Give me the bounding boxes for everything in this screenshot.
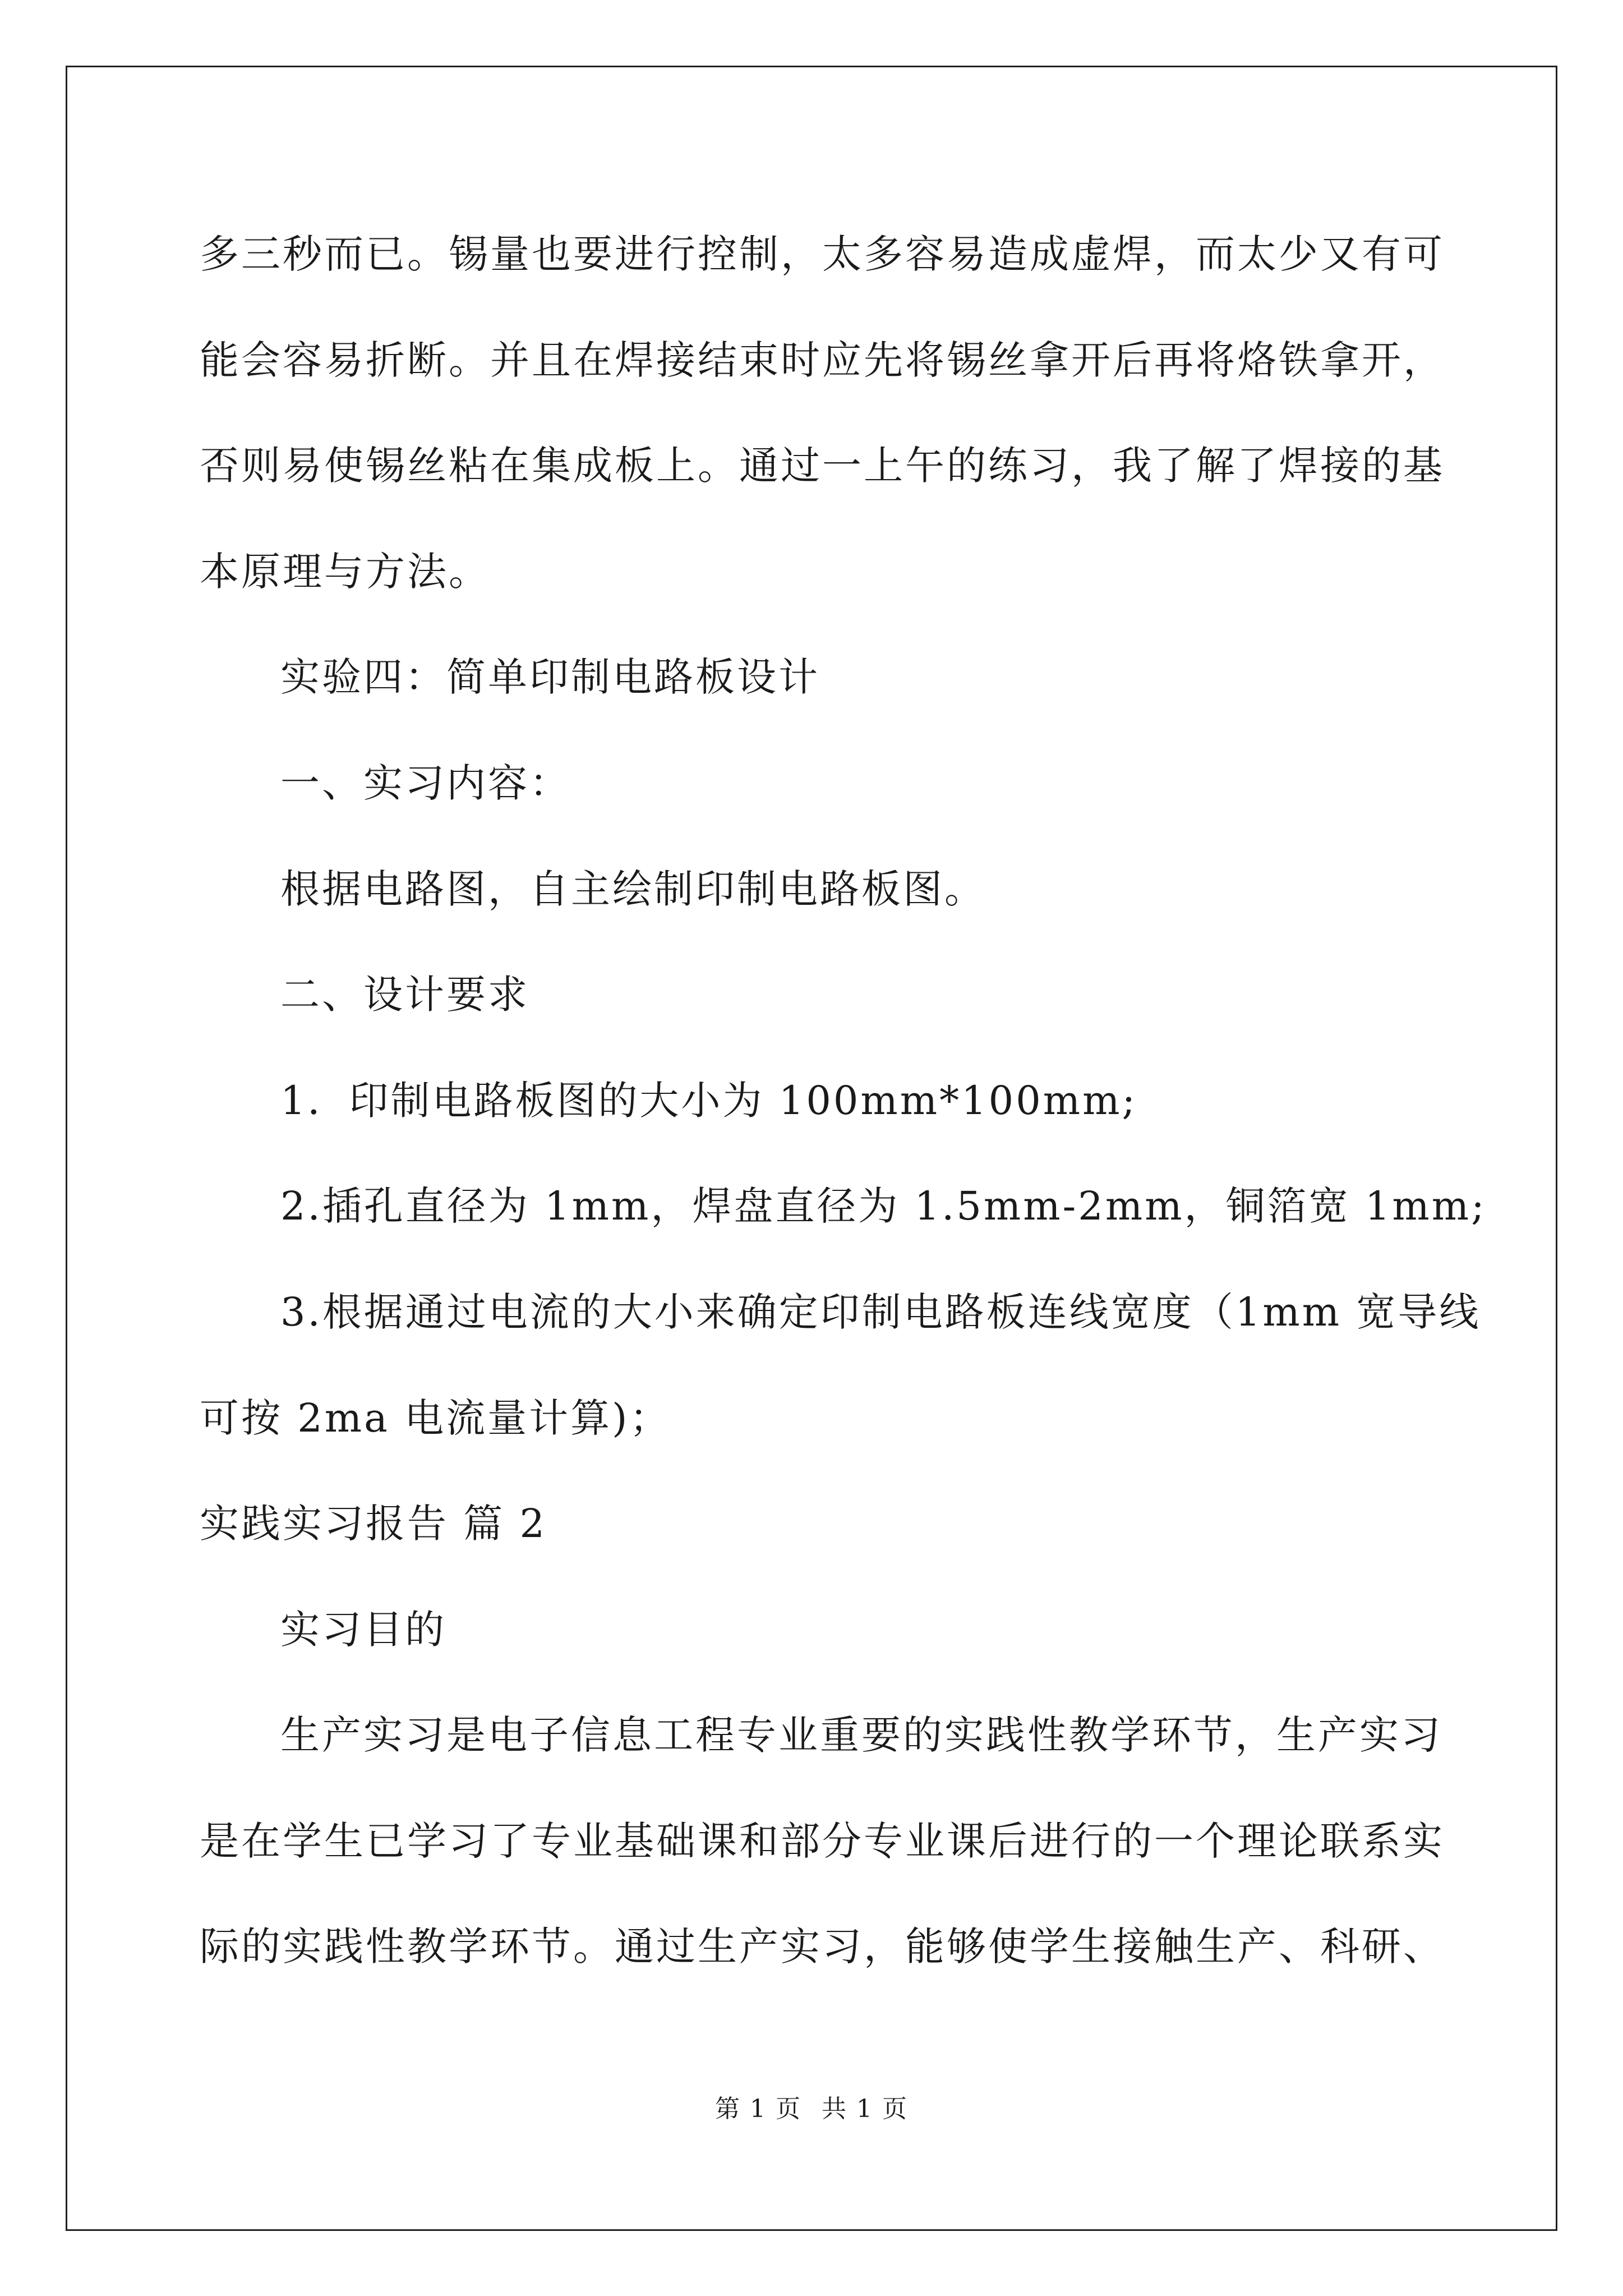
- page-total: 共 1 页: [822, 2095, 908, 2123]
- section-heading: 实习目的: [280, 1607, 446, 1653]
- body-text-line: 能会容易折断。并且在焊接结束时应先将锡丝拿开后再将烙铁拿开，: [200, 337, 1445, 383]
- body-text-line: 际的实践性教学环节。通过生产实习，能够使学生接触生产、科研、: [200, 1924, 1445, 1970]
- section-heading: 实验四：简单印制电路板设计: [280, 654, 820, 700]
- list-item: 2.插孔直径为 1mm，焊盘直径为 1.5mm-2mm，铜箔宽 1mm;: [280, 1183, 1487, 1229]
- subsection-heading: 二、设计要求: [280, 972, 529, 1018]
- list-item-continuation: 可按 2ma 电流量计算)；: [200, 1395, 671, 1441]
- body-text-line: 本原理与方法。: [200, 549, 490, 595]
- report-title: 实践实习报告 篇 2: [200, 1501, 547, 1547]
- body-text-line: 是在学生已学习了专业基础课和部分专业课后进行的一个理论联系实: [200, 1818, 1445, 1864]
- body-text-line: 多三秒而已。锡量也要进行控制，太多容易造成虚焊，而太少又有可: [200, 231, 1445, 277]
- subsection-heading: 一、实习内容：: [280, 760, 571, 806]
- page-footer: [0, 2092, 1623, 2126]
- body-text-line: 生产实习是电子信息工程专业重要的实践性教学环节，生产实习: [280, 1712, 1442, 1758]
- page-border: [66, 66, 1557, 2231]
- body-text-line: 否则易使锡丝粘在集成板上。通过一上午的练习，我了解了焊接的基: [200, 443, 1445, 489]
- list-item: 3.根据通过电流的大小来确定印制电路板连线宽度（1mm 宽导线: [280, 1289, 1481, 1335]
- page-number: 第 1 页: [715, 2095, 801, 2123]
- list-item: 1．印制电路板图的大小为 100mm*100mm;: [280, 1078, 1138, 1124]
- body-text-line: 根据电路图，自主绘制印制电路板图。: [280, 866, 986, 912]
